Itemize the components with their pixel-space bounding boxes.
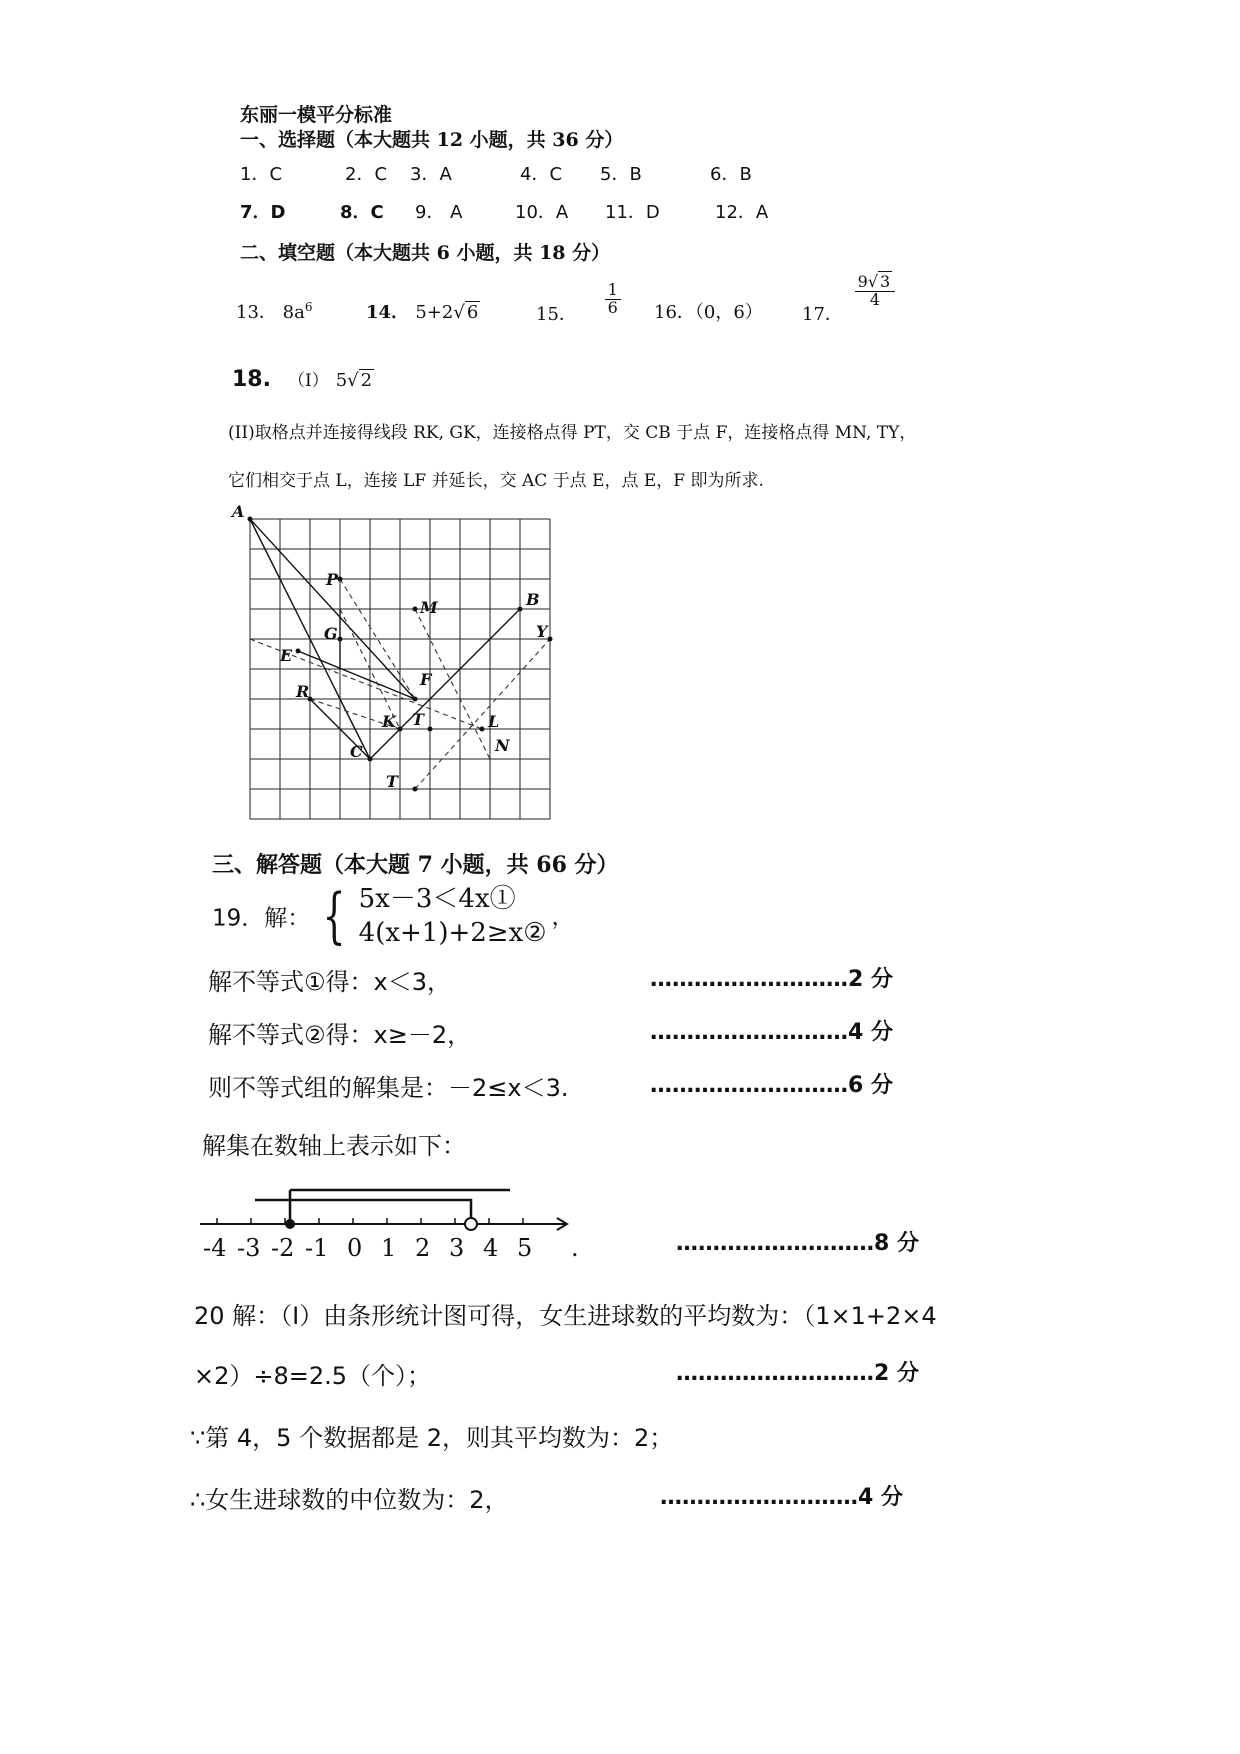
q19-step2: 解不等式②得：x≥－2， xyxy=(208,1021,472,1049)
q13: 13． $8a^6$ xyxy=(236,300,313,323)
q20-line2: ×2）÷8=2.5（个）； xyxy=(194,1362,432,1390)
q18-part2-line1: (II)取格点并连接得线段 RK, GK，连接格点得 PT，交 CB 于点 F，连接格点得 MN, TY， xyxy=(228,423,917,443)
answer-item: 12．A xyxy=(715,202,769,223)
q17: 17． $\frac{9√ 3}{4}$ xyxy=(802,274,895,309)
svg-text:-3: -3 xyxy=(237,1234,261,1262)
label-B: B xyxy=(526,590,540,609)
answer-item: 3．A xyxy=(410,164,452,185)
grid-lines xyxy=(250,519,550,819)
label-L: L xyxy=(488,712,500,731)
answer-item: 11．D xyxy=(605,202,660,223)
section2-heading: 二、填空题（本大题共 6 小题，共 18 分） xyxy=(240,242,611,264)
axis-tick-labels xyxy=(203,1234,579,1262)
label-P: P xyxy=(326,570,339,589)
q19-inequality-2: 4(x+1)+2≥x② xyxy=(358,918,547,948)
answer-item: 2．C xyxy=(345,164,388,185)
q19-inequality-1: 5x－3＜4x① xyxy=(358,884,516,914)
label-N: N xyxy=(495,736,510,755)
q20-line4-score: ………………………4 分 xyxy=(660,1485,903,1510)
label-G: G xyxy=(324,624,338,643)
q15: 15． $\frac{1}{6}$ xyxy=(536,282,621,317)
label-R: R xyxy=(296,682,310,701)
q19-step2-score: ………………………4 分 xyxy=(650,1020,893,1045)
label-F: F xyxy=(420,670,432,689)
svg-text:-1: -1 xyxy=(305,1234,329,1262)
answer-item: 4．C xyxy=(520,164,563,185)
label-C: C xyxy=(350,742,363,761)
q19-step3-score: ………………………6 分 xyxy=(650,1073,893,1098)
q19-system: 19．解： { 5x－3＜4x① 4(x+1)+2≥x② ， xyxy=(212,881,574,951)
grid-construction-diagram xyxy=(230,505,610,835)
q19-step4-score: ………………………8 分 xyxy=(676,1231,919,1256)
section3-heading: 三、解答题（本大题 7 小题，共 66 分） xyxy=(212,852,619,878)
closed-endpoint xyxy=(285,1219,295,1229)
label-M: M xyxy=(420,598,438,617)
label-T1: T xyxy=(412,710,424,729)
q15-numerator: 1 xyxy=(605,282,621,300)
svg-text:2: 2 xyxy=(415,1234,431,1262)
point-labels xyxy=(230,505,549,791)
svg-text:.: . xyxy=(571,1234,579,1262)
label-Y: Y xyxy=(536,622,548,641)
label-A: A xyxy=(232,505,245,521)
q15-denominator: 6 xyxy=(607,297,618,317)
section1-heading: 一、选择题（本大题共 12 小题，共 36 分） xyxy=(240,129,624,151)
page-title: 东丽一模平分标准 xyxy=(240,104,393,126)
q18-part2-line2: 它们相交于点 L，连接 LF 并延长，交 AC 于点 E，点 E，F 即为所求. xyxy=(228,471,764,491)
open-endpoint xyxy=(465,1218,477,1230)
q20-line3: ∵第 4，5 个数据都是 2，则其平均数为：2； xyxy=(190,1424,674,1452)
svg-text:5: 5 xyxy=(517,1234,533,1262)
q19-step4: 解集在数轴上表示如下： xyxy=(202,1132,466,1160)
q19-step3: 则不等式组的解集是：－2≤x＜3. xyxy=(208,1074,569,1102)
solution-box xyxy=(290,1200,471,1224)
q20-line4: ∴女生进球数的中位数为：2， xyxy=(190,1486,509,1514)
answer-item: 7．D xyxy=(240,202,286,223)
svg-text:-2: -2 xyxy=(271,1234,295,1262)
answer-item: 6．B xyxy=(710,164,752,185)
answer-item: 5．B xyxy=(600,164,642,185)
svg-text:3: 3 xyxy=(449,1234,465,1262)
q18-part1: 18. （I） 5√ 2 xyxy=(232,367,373,392)
q20-line1: 20 解：（Ⅰ）由条形统计图可得，女生进球数的平均数为：（1×1+2×4 xyxy=(194,1302,937,1330)
answer-item: 1．C xyxy=(240,164,283,185)
q19-step1-score: ………………………2 分 xyxy=(650,967,893,992)
label-E: E xyxy=(280,646,293,665)
svg-text:1: 1 xyxy=(381,1234,397,1262)
q16: 16．（0，6） xyxy=(654,302,763,323)
label-K: K xyxy=(382,712,396,731)
answer-item: 10．A xyxy=(515,202,569,223)
q14: 14． 5+2√ 6 xyxy=(366,302,479,323)
q18-label: 18. xyxy=(232,367,271,392)
answer-item: 8．C xyxy=(340,202,384,223)
q19-step1: 解不等式①得：x＜3， xyxy=(208,968,451,996)
answer-item: 9． A xyxy=(415,202,463,223)
svg-text:-4: -4 xyxy=(203,1234,227,1262)
number-line xyxy=(195,1172,595,1262)
label-T2: T xyxy=(386,772,398,791)
svg-text:4: 4 xyxy=(483,1234,499,1262)
svg-text:0: 0 xyxy=(347,1234,363,1262)
q20-line2-score: ………………………2 分 xyxy=(676,1361,919,1386)
